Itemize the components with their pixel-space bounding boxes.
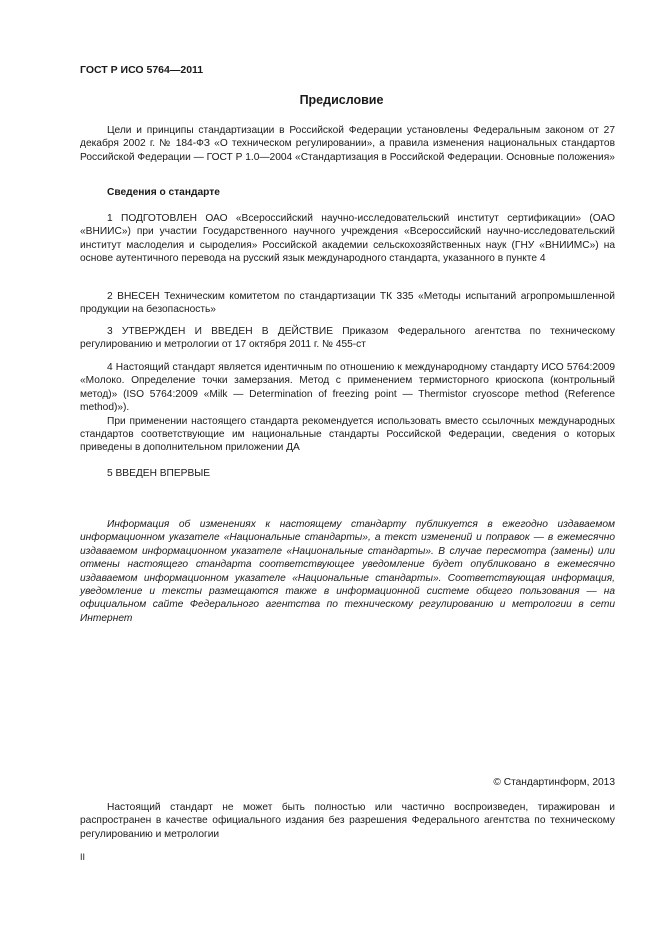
copyright: © Стандартинформ, 2013 (493, 777, 615, 788)
item-2 (80, 290, 615, 317)
item-4-text: 4 Настоящий стандарт является идентичным по отношению к международному стандарту ИСО 5764:2009 «Молоко. Определение точки замерзания. Метод с применением термисторного криоскопа (контрольный метод)» (ISO 5764:2009 «Milk — Determination of freezing point — Thermistor cryoscope method (Reference method)»). (80, 362, 615, 414)
item-4-note: При применении настоящего стандарта рекомендуется использовать вместо ссылочных международных стандартов соответствующие им национальные стандарты Российской Федерации, сведения о которых приведены в дополнительном приложении ДА (80, 415, 615, 454)
item-5-text: 5 ВВЕДЕН ВПЕРВЫЕ (107, 468, 211, 479)
page-title: Предисловие (299, 93, 384, 107)
item-3 (80, 325, 615, 352)
reproduction-text: Настоящий стандарт не может быть полностью или частично воспроизведен, тиражирован и распространен в качестве официального издания без разрешения Федерального агентства по техническому регулированию и метрологии (80, 802, 615, 840)
item-4 (80, 361, 615, 455)
item-2-text: 2 ВНЕСЕН Техническим комитетом по стандартизации ТК 335 «Методы испытаний агропромышленной продукции на безопасность» (80, 291, 615, 316)
info-heading: Сведения о стандарте (107, 187, 220, 198)
item-1-text: 1 ПОДГОТОВЛЕН ОАО «Всероссийский научно-исследовательский институт сертификации» (ОАО «ВНИИС») при участии Государственного научного учреждения «Всероссийский научно-исследовательский институт маслоделия и сыроделия» Российской академии сельскохозяйственных наук (ГНУ «ВНИИМС») на основе аутентичного перевода на русский язык международного стандарта, указанного в пункте 4 (80, 213, 615, 265)
intro-paragraph (80, 124, 615, 164)
item-1 (80, 212, 615, 266)
intro-text: Цели и принципы стандартизации в Российской Федерации установлены Федеральным законом от 27 декабря 2002 г. № 184-ФЗ «О техническом регулировании», а правила изменения национальных стандартов Российской Федерации — ГОСТ Р 1.0—2004 «Стандартизация в Российской Федерации. Основные положения» (80, 125, 615, 163)
page-number: II (80, 852, 86, 862)
reproduction-notice (80, 801, 615, 841)
change-info-text: Информация об изменениях к настоящему стандарту публикуется в ежегодно издаваемом информационном указателе «Национальные стандарты», а текст изменений и поправок — в ежемесячно издаваемом информационном указателе «Национальные стандарты». В случае пересмотра (замены) или отмены настоящего стандарта соответствующее уведомление будет опубликовано в ежемесячно издаваемом информационном указателе «Национальные стандарты». Соответствующая информация, уведомление и тексты размещаются также в информационной системе общего пользования — на официальном сайте Федерального агентства по техническому регулированию и метрологии в сети Интернет (80, 519, 615, 624)
change-info-block (80, 518, 615, 625)
item-5 (80, 467, 615, 480)
standard-header: ГОСТ Р ИСО 5764—2011 (80, 64, 204, 76)
item-3-text: 3 УТВЕРЖДЕН И ВВЕДЕН В ДЕЙСТВИЕ Приказом Федерального агентства по техническому регулированию и метрологии от 17 октября 2011 г. № 455-ст (80, 326, 615, 351)
